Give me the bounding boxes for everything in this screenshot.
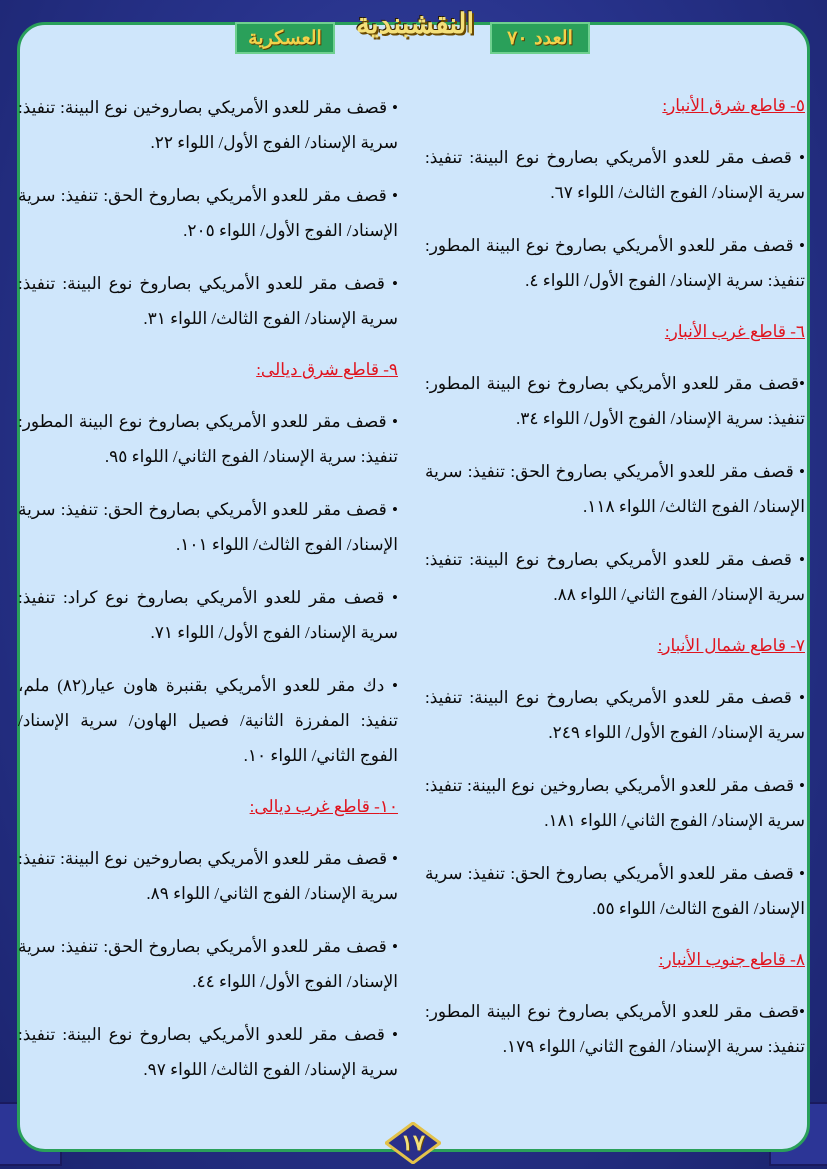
section-heading: ٩- قاطع شرق ديالى: [256,360,398,379]
report-item: • قصف مقر للعدو الأمريكي بصاروخ نوع البينة: تنفيذ: سرية الإسناد/ الفوج الثالث/ اللواء ٦٧. [425,148,805,202]
page-number-badge [385,1122,441,1164]
report-item: • قصف مقر للعدو الأمريكي بصاروخ نوع البينة المطور: تنفيذ: سرية الإسناد/ الفوج الثاني/ اللواء ٩٥. [18,412,398,466]
report-item: • قصف مقر للعدو الأمريكي بصاروخ نوع كراد: تنفيذ: سرية الإسناد/ الفوج الأول/ اللواء ٧١. [18,588,398,642]
section-tab: العسكرية [235,22,335,54]
right-column [425,90,805,1082]
issue-tab: العدد ٧٠ [490,22,590,54]
left-column [18,90,398,1105]
report-item: • قصف مقر للعدو الأمريكي بصاروخ نوع البينة: تنفيذ: سرية الإسناد/ الفوج الثاني/ اللواء ٨٨. [425,550,805,604]
report-item: • دك مقر للعدو الأمريكي بقنبرة هاون عيار(٨٢) ملم، تنفيذ: المفرزة الثانية/ فصيل الهاون/ سرية الإسناد/ الفوج الثاني/ اللواء ١٠. [18,676,398,765]
report-item: • قصف مقر للعدو الأمريكي بصاروخين نوع البينة: تنفيذ: سرية الإسناد/ الفوج الثاني/ اللواء ١٨١. [425,776,805,830]
report-item: • قصف مقر للعدو الأمريكي بصاروخ نوع البينة: تنفيذ: سرية الإسناد/ الفوج الأول/ اللواء ٢٤٩. [425,688,805,742]
section-heading: ٥- قاطع شرق الأنبار: [662,96,805,115]
report-item: • قصف مقر للعدو الأمريكي بصاروخين نوع البينة: تنفيذ: سرية الإسناد/ الفوج الأول/ اللواء ٢٢. [18,98,398,152]
report-item: • قصف مقر للعدو الأمريكي بصاروخ نوع البينة المطور: تنفيذ: سرية الإسناد/ الفوج الأول/ اللواء ٤. [425,236,805,290]
report-item: • قصف مقر للعدو الأمريكي بصاروخين نوع البينة: تنفيذ: سرية الإسناد/ الفوج الثاني/ اللواء ٨٩. [18,849,398,903]
section-heading: ٦- قاطع غرب الأنبار: [664,322,805,341]
section-heading: ٧- قاطع شمال الأنبار: [657,636,805,655]
report-item: • قصف مقر للعدو الأمريكي بصاروخ الحق: تنفيذ: سرية الإسناد/ الفوج الثالث/ اللواء ١٠١. [18,500,398,554]
report-item: • قصف مقر للعدو الأمريكي بصاروخ الحق: تنفيذ: سرية الإسناد/ الفوج الأول/ اللواء ٢٠٥. [18,186,398,240]
report-item: • قصف مقر للعدو الأمريكي بصاروخ نوع البينة: تنفيذ: سرية الإسناد/ الفوج الثالث/ اللواء ٩٧. [18,1025,398,1079]
section-heading: ١٠- قاطع غرب ديالى: [249,797,398,816]
page-number: ١٧ [401,1130,425,1156]
report-item: • قصف مقر للعدو الأمريكي بصاروخ الحق: تنفيذ: سرية الإسناد/ الفوج الثالث/ اللواء ١١٨. [425,462,805,516]
report-item: • قصف مقر للعدو الأمريكي بصاروخ الحق: تنفيذ: سرية الإسناد/ الفوج الثالث/ اللواء ٥٥. [425,864,805,918]
report-item: • قصف مقر للعدو الأمريكي بصاروخ الحق: تنفيذ: سرية الإسناد/ الفوج الأول/ اللواء ٤٤. [18,937,398,991]
report-item: •قصف مقر للعدو الأمريكي بصاروخ نوع البينة المطور: تنفيذ: سرية الإسناد/ الفوج الثاني/ اللواء ١٧٩. [425,1002,805,1056]
report-item: • قصف مقر للعدو الأمريكي بصاروخ نوع البينة: تنفيذ: سرية الإسناد/ الفوج الثالث/ اللواء ٣١. [18,274,398,328]
report-item: •قصف مقر للعدو الأمريكي بصاروخ نوع البينة المطور: تنفيذ: سرية الإسناد/ الفوج الأول/ اللواء ٣٤. [425,374,805,428]
section-heading: ٨- قاطع جنوب الأنبار: [658,950,805,969]
magazine-logo: النقشبندية [355,6,475,40]
